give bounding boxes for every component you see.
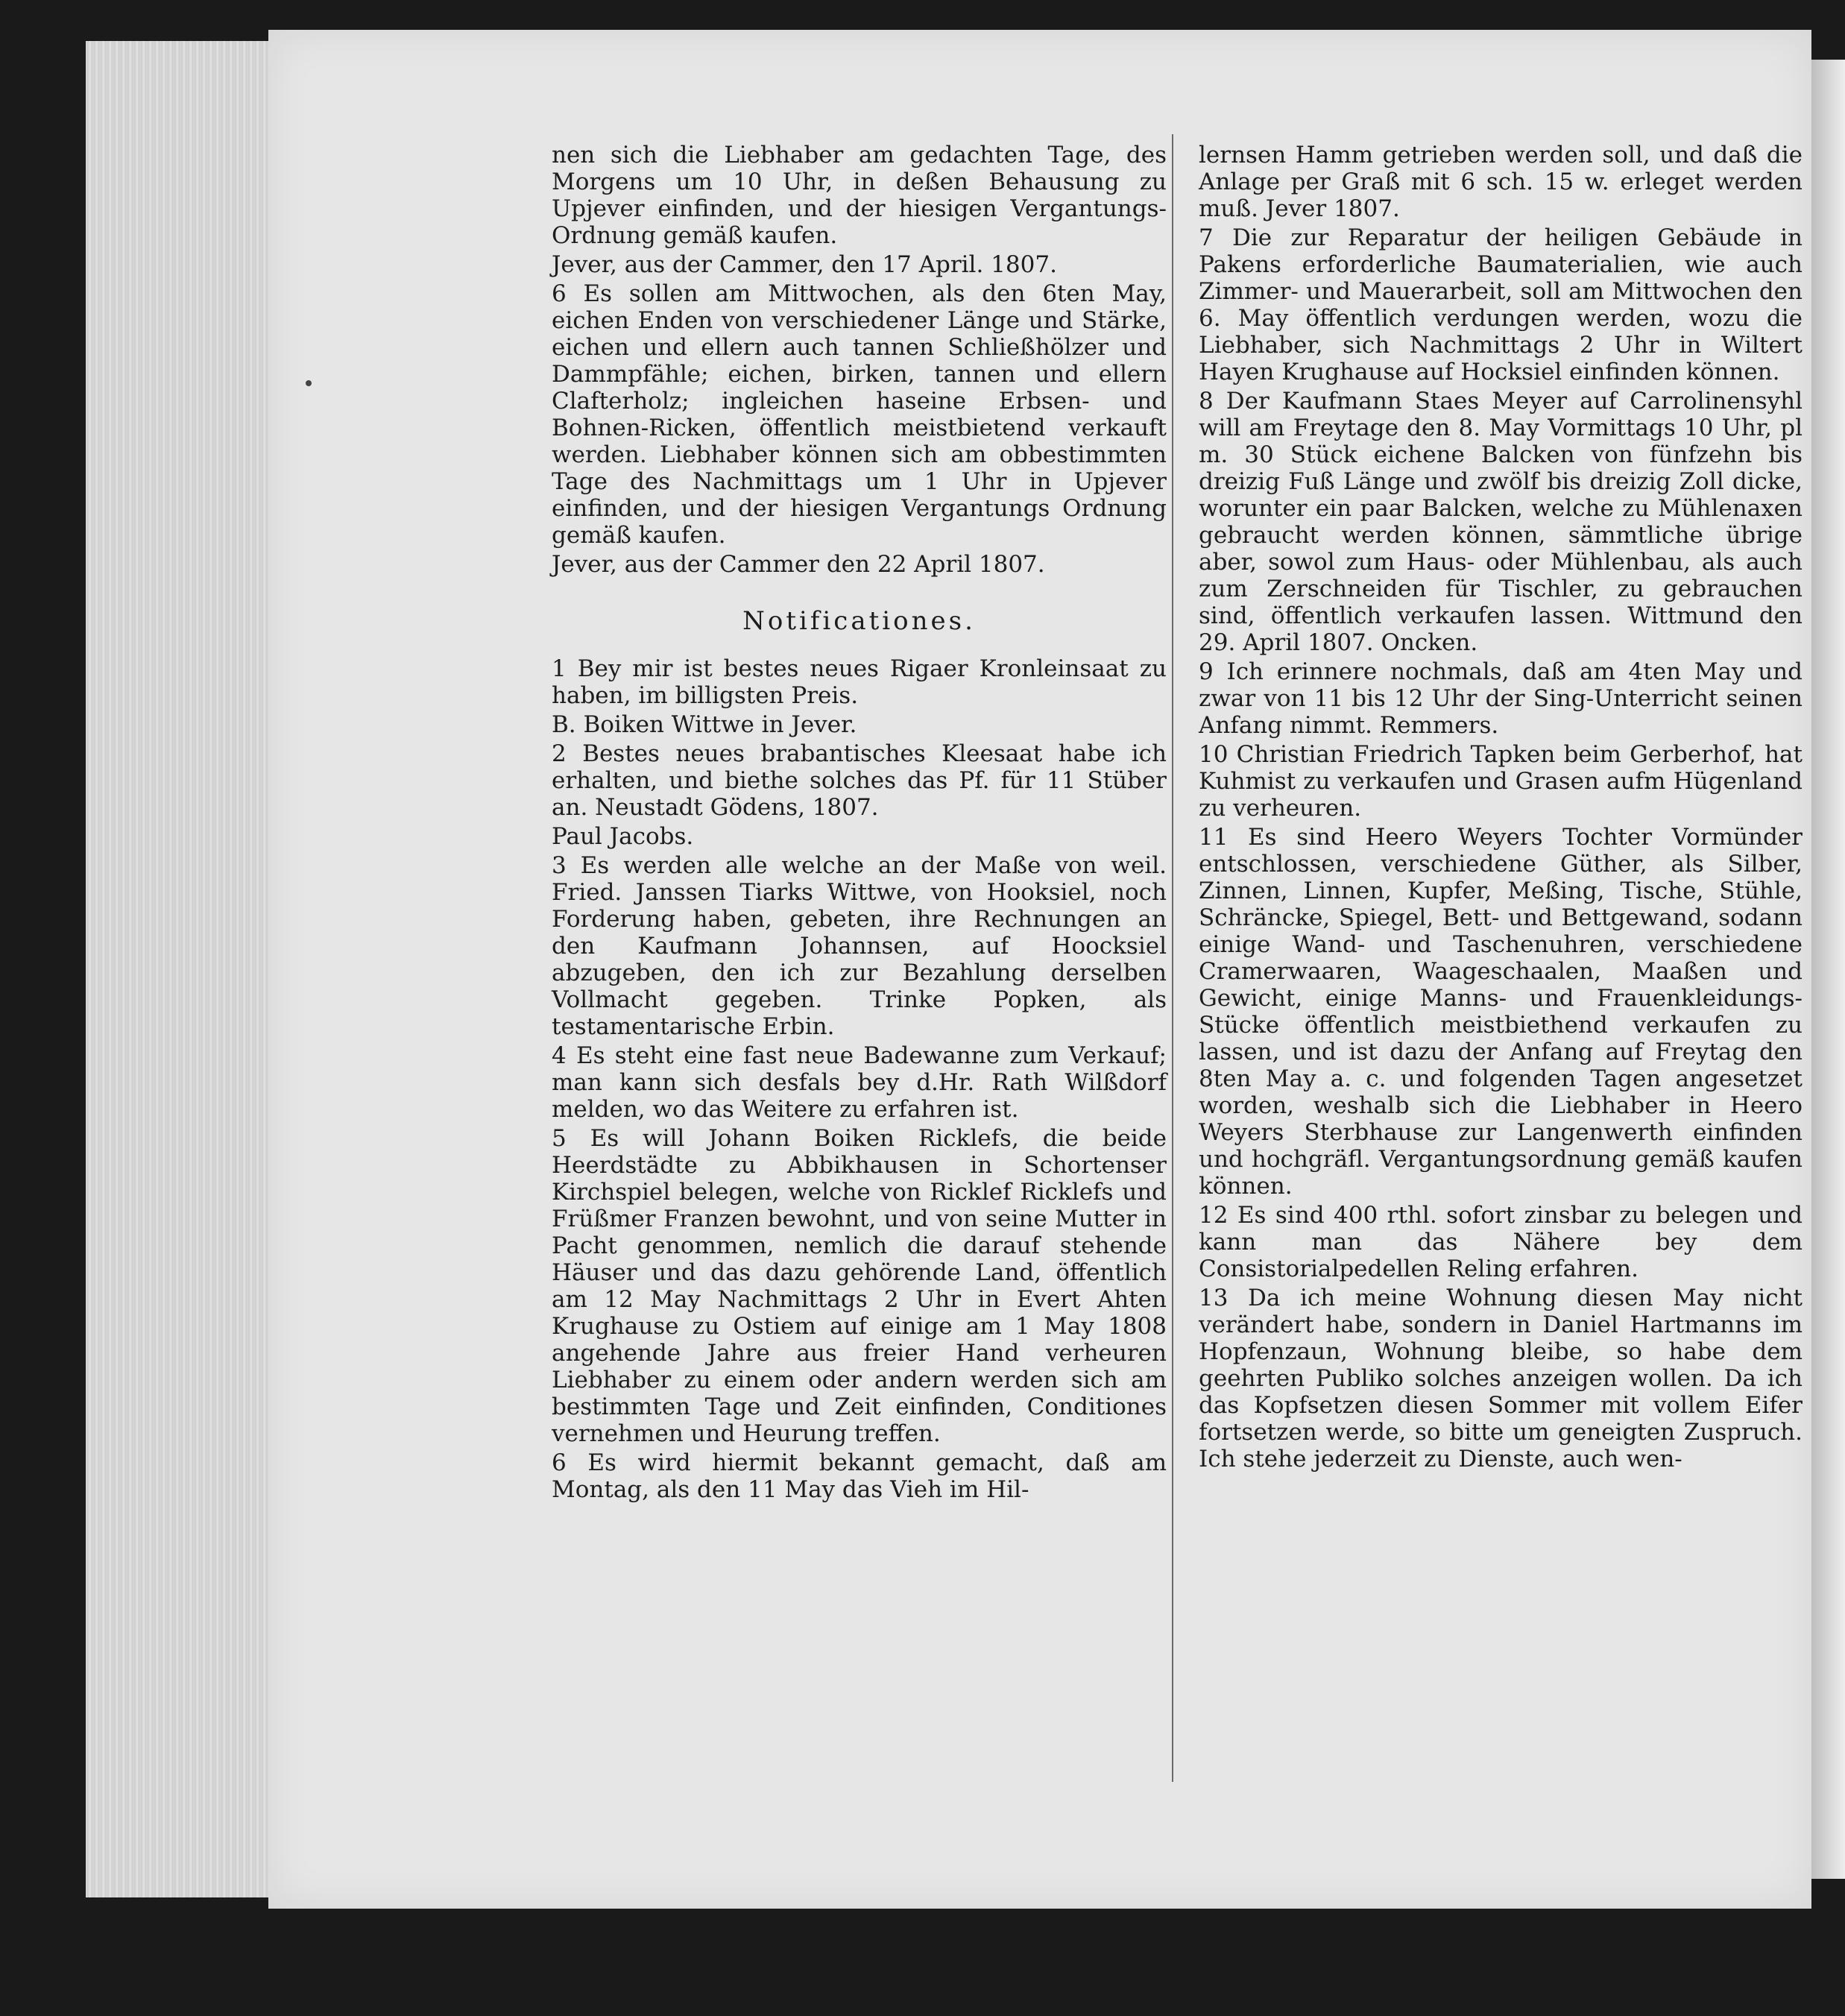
- paragraph-intro: nen sich die Liebhaber am gedachten Tage, des Morgens um 10 Uhr, in deßen Behausung zu Upjever einfinden, und der hiesigen Vergantungs-Ordnung gemäß kaufen.: [552, 142, 1167, 249]
- dateline: Jever, aus der Cammer den 22 April 1807.: [552, 551, 1045, 578]
- right-column: [1199, 142, 1803, 1475]
- notice-1: 1 Bey mir ist bestes neues Rigaer Kronleinsaat zu haben, im billigsten Preis.: [552, 655, 1167, 709]
- notice-1-signature: B. Boiken Wittwe in Jever.: [552, 711, 857, 738]
- notice-6: 6 Es wird hiermit bekannt gemacht, daß am Montag, als den 11 May das Vieh im Hil-: [552, 1449, 1167, 1503]
- notice-2: 2 Bestes neues brabantisches Kleesaat habe ich erhalten, und biethe solches das Pf. für 11 Stüber an. Neustadt Gödens, 1807.: [552, 740, 1167, 821]
- section-heading: Notificationes.: [742, 606, 976, 636]
- left-column: [552, 142, 1167, 1505]
- notice-8: 8 Der Kaufmann Staes Meyer auf Carrolinensyhl will am Freytage den 8. May Vormittags 10 Uhr, pl m. 30 Stück eichene Balcken von fünfzehn bis dreizig Fuß Länge und zwölf bis dreizig Zoll dicke, worunter ein paar Balcken, welche zu Mühlenaxen gebraucht werden können, sämmtliche übrige aber, sowol zum Haus- oder Mühlenbau, als auch zum Zerschneiden für Tischler, zu gebrauchen sind, öffentlich verkaufen lassen. Wittmund den 29. April 1807. Oncken.: [1199, 388, 1803, 656]
- book-gutter: [1811, 60, 1845, 1879]
- notice-11: 11 Es sind Heero Weyers Tochter Vormünder entschlossen, verschiedene Güther, als Silber, Zinnen, Linnen, Kupfer, Meßing, Tische, Stühle, Schräncke, Spiegel, Bett- und Bettgewand, sodann einige Wand- und Taschenuhren, verschiedene Cramerwaaren, Waageschaalen, Maaßen und Gewicht, einige Manns- und Frauenkleidungs-Stücke öffentlich meistbiethend verkaufen zu lassen, und ist dazu der Anfang auf Freytag den 8ten May a. c. und folgenden Tagen angesetzet worden, weshalb sich die Liebhaber in Heero Weyers Sterbhause zur Langenwerth einfinden und hochgräfl. Vergantungsordnung gemäß kaufen können.: [1199, 824, 1803, 1200]
- notice-7: 7 Die zur Reparatur der heiligen Gebäude in Pakens erforderliche Baumaterialien, wie auch Zimmer- und Mauerarbeit, soll am Mittwochen den 6. May öffentlich verdungen werden, wozu die Liebhaber, sich Nachmittags 2 Uhr in Wiltert Hayen Krughause auf Hocksiel einfinden können.: [1199, 224, 1803, 385]
- notice-9: 9 Ich erinnere nochmals, daß am 4ten May und zwar von 11 bis 12 Uhr der Sing-Unterricht seinen Anfang nimmt. Remmers.: [1199, 658, 1803, 739]
- notice-10: 10 Christian Friedrich Tapken beim Gerberhof, hat Kuhmist zu verkaufen und Grasen aufm Hügenland zu verheuren.: [1199, 741, 1803, 822]
- notice-3: 3 Es werden alle welche an der Maße von weil. Fried. Janssen Tiarks Wittwe, von Hooksiel, noch Forderung haben, gebeten, ihre Rechnungen an den Kaufmann Johannsen, auf Hoocksiel abzugeben, den ich zur Bezahlung derselben Vollmacht gegeben. Trinke Popken, als testamentarische Erbin.: [552, 852, 1167, 1040]
- ink-speck: [306, 380, 312, 386]
- notice-4: 4 Es steht eine fast neue Badewanne zum Verkauf; man kann sich desfals bey d.Hr. Rath Wilßdorf melden, wo das Weitere zu erfahren ist.: [552, 1042, 1167, 1123]
- dateline: Jever, aus der Cammer, den 17 April. 1807.: [552, 251, 1057, 278]
- book-page-edges: [86, 41, 280, 1897]
- column-divider: [1172, 134, 1173, 1782]
- notice-6-auction: 6 Es sollen am Mittwochen, als den 6ten May, eichen Enden von verschiedener Länge und Stärke, eichen und ellern auch tannen Schließhölzer und Dammpfähle; eichen, birken, tannen und ellern Clafterholz; ingleichen haseine Erbsen- und Bohnen-Ricken, öffentlich meistbietend verkauft werden. Liebhaber können sich am obbestimmten Tage des Nachmittags um 1 Uhr in Upjever einfinden, und der hiesigen Vergantungs Ordnung gemäß kaufen.: [552, 280, 1167, 549]
- notice-2-signature: Paul Jacobs.: [552, 823, 694, 850]
- notice-12: 12 Es sind 400 rthl. sofort zinsbar zu belegen und kann man das Nähere bey dem Consistorialpedellen Reling erfahren.: [1199, 1202, 1803, 1282]
- notice-13: 13 Da ich meine Wohnung diesen May nicht verändert habe, sondern in Daniel Hartmanns im Hopfenzaun, Wohnung bleibe, so habe dem geehrten Publiko solches anzeigen wollen. Da ich das Kopfsetzen diesen Sommer mit vollem Eifer fortsetzen werde, so bitte um geneigten Zuspruch. Ich stehe jederzeit zu Dienste, auch wen-: [1199, 1285, 1803, 1472]
- notice-5: 5 Es will Johann Boiken Ricklefs, die beide Heerdstädte zu Abbikhausen in Schortenser Kirchspiel belegen, welche von Ricklef Ricklefs und Früßmer Franzen bewohnt, und von seine Mutter in Pacht genommen, nemlich die darauf stehende Häuser und das dazu gehörende Land, öffentlich am 12 May Nachmittags 2 Uhr in Evert Ahten Krughause zu Ostiem auf einige am 1 May 1808 angehende Jahre aus freier Hand verheuren Liebhaber zu einem oder andern werden sich am bestimmten Tage und Zeit einfinden, Conditiones vernehmen und Heurung treffen.: [552, 1125, 1167, 1447]
- notice-6-continued: lernsen Hamm getrieben werden soll, und daß die Anlage per Graß mit 6 sch. 15 w. erleget werden muß. Jever 1807.: [1199, 142, 1803, 222]
